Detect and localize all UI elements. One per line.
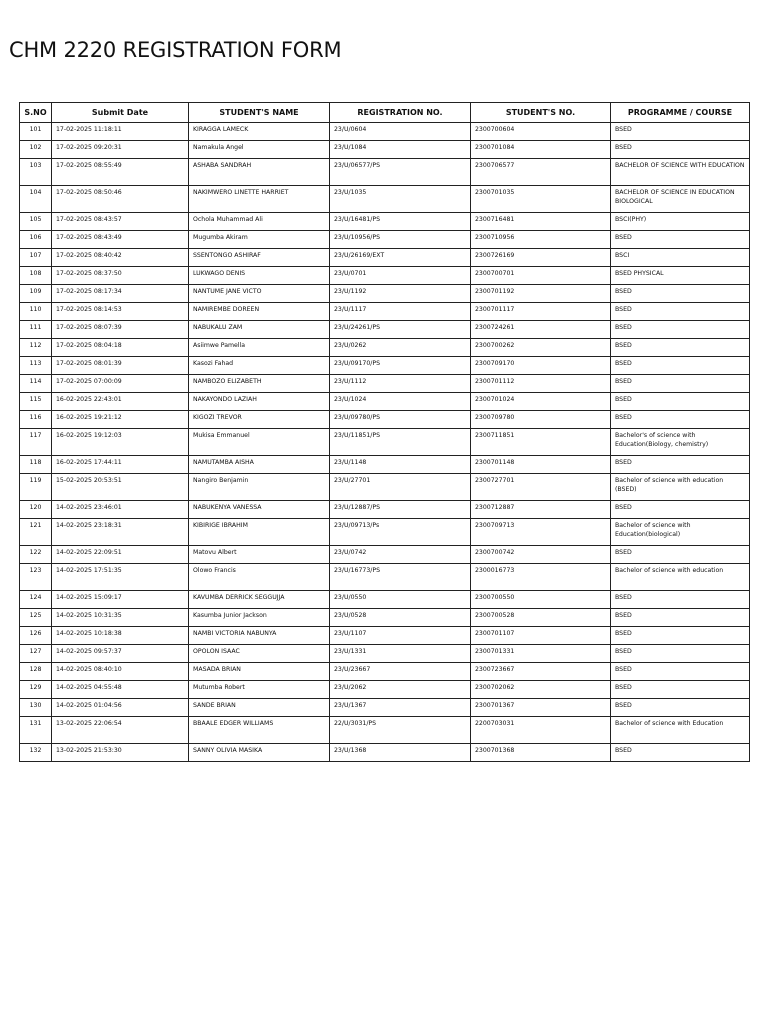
cell-registration-no: 23/U/12887/PS <box>330 501 471 519</box>
cell-student-no: 2300702062 <box>471 681 611 699</box>
table-row <box>20 645 750 663</box>
table-row <box>20 474 750 501</box>
cell-registration-no: 23/U/24261/PS <box>330 321 471 339</box>
header-programme: PROGRAMME / COURSE <box>611 103 750 123</box>
cell-registration-no: 23/U/0701 <box>330 267 471 285</box>
cell-submit-date: 17-02-2025 08:14:53 <box>52 303 189 321</box>
cell-student-no: 2300716481 <box>471 213 611 231</box>
cell-registration-no: 23/U/1148 <box>330 456 471 474</box>
cell-registration-no: 23/U/09170/PS <box>330 357 471 375</box>
cell-sno: 122 <box>20 546 52 564</box>
cell-submit-date: 17-02-2025 08:01:39 <box>52 357 189 375</box>
cell-programme: BSED <box>611 339 750 357</box>
cell-student-name: Nangiro Benjamin <box>189 474 330 501</box>
cell-programme: BSCI <box>611 249 750 267</box>
table-row <box>20 186 750 213</box>
cell-student-no: 2300701035 <box>471 186 611 213</box>
cell-submit-date: 16-02-2025 22:43:01 <box>52 393 189 411</box>
cell-submit-date: 16-02-2025 19:12:03 <box>52 429 189 456</box>
cell-programme: BSED <box>611 303 750 321</box>
cell-student-name: Asiimwe Pamella <box>189 339 330 357</box>
header-row <box>20 103 750 123</box>
cell-submit-date: 14-02-2025 01:04:56 <box>52 699 189 717</box>
cell-submit-date: 17-02-2025 09:20:31 <box>52 141 189 159</box>
cell-submit-date: 14-02-2025 23:18:31 <box>52 519 189 546</box>
cell-student-name: KIBIRIGE IBRAHIM <box>189 519 330 546</box>
table-row <box>20 609 750 627</box>
cell-submit-date: 14-02-2025 22:09:51 <box>52 546 189 564</box>
cell-submit-date: 13-02-2025 22:06:54 <box>52 717 189 744</box>
cell-student-no: 2300712887 <box>471 501 611 519</box>
cell-student-no: 2300710956 <box>471 231 611 249</box>
cell-registration-no: 23/U/23667 <box>330 663 471 681</box>
table-row <box>20 564 750 591</box>
table-row <box>20 744 750 762</box>
cell-student-no: 2300709713 <box>471 519 611 546</box>
cell-sno: 105 <box>20 213 52 231</box>
page-title: CHM 2220 REGISTRATION FORM <box>9 38 342 62</box>
cell-sno: 119 <box>20 474 52 501</box>
cell-student-no: 2200703031 <box>471 717 611 744</box>
cell-student-no: 2300700262 <box>471 339 611 357</box>
cell-student-no: 2300701112 <box>471 375 611 393</box>
cell-programme: BSED <box>611 456 750 474</box>
table-row <box>20 141 750 159</box>
cell-registration-no: 23/U/09780/PS <box>330 411 471 429</box>
cell-submit-date: 16-02-2025 19:21:12 <box>52 411 189 429</box>
cell-student-no: 2300700528 <box>471 609 611 627</box>
cell-submit-date: 14-02-2025 15:09:17 <box>52 591 189 609</box>
cell-student-name: BBAALE EDGER WILLIAMS <box>189 717 330 744</box>
cell-student-name: NAMIREMBE DOREEN <box>189 303 330 321</box>
cell-submit-date: 13-02-2025 21:53:30 <box>52 744 189 762</box>
cell-registration-no: 23/U/10956/PS <box>330 231 471 249</box>
cell-programme: BSED <box>611 645 750 663</box>
cell-registration-no: 23/U/16481/PS <box>330 213 471 231</box>
cell-submit-date: 17-02-2025 08:37:50 <box>52 267 189 285</box>
cell-sno: 102 <box>20 141 52 159</box>
cell-registration-no: 23/U/06577/PS <box>330 159 471 186</box>
cell-registration-no: 23/U/0742 <box>330 546 471 564</box>
cell-programme: BSED <box>611 411 750 429</box>
table-row <box>20 411 750 429</box>
cell-registration-no: 23/U/26169/EXT <box>330 249 471 267</box>
cell-student-name: NAMBI VICTORIA NABUNYA <box>189 627 330 645</box>
cell-registration-no: 23/U/1192 <box>330 285 471 303</box>
cell-student-name: KAVUMBA DERRICK SEGGUJJA <box>189 591 330 609</box>
table-row <box>20 321 750 339</box>
cell-student-no: 2300701107 <box>471 627 611 645</box>
cell-programme: Bachelor of science with Education(biological) <box>611 519 750 546</box>
cell-sno: 114 <box>20 375 52 393</box>
table-row <box>20 357 750 375</box>
table-row <box>20 429 750 456</box>
cell-sno: 130 <box>20 699 52 717</box>
cell-student-no: 2300711851 <box>471 429 611 456</box>
table-row <box>20 699 750 717</box>
cell-programme: Bachelor's of science with Education(Biology, chemistry) <box>611 429 750 456</box>
cell-student-name: KIRAGGA LAMECK <box>189 123 330 141</box>
cell-submit-date: 14-02-2025 17:51:35 <box>52 564 189 591</box>
cell-sno: 115 <box>20 393 52 411</box>
cell-sno: 129 <box>20 681 52 699</box>
cell-student-name: Kasozi Fahad <box>189 357 330 375</box>
cell-submit-date: 17-02-2025 07:00:09 <box>52 375 189 393</box>
cell-programme: BSED <box>611 663 750 681</box>
cell-student-name: NAMUTAMBA AISHA <box>189 456 330 474</box>
cell-submit-date: 17-02-2025 08:43:57 <box>52 213 189 231</box>
cell-submit-date: 14-02-2025 09:57:37 <box>52 645 189 663</box>
cell-registration-no: 23/U/1035 <box>330 186 471 213</box>
cell-sno: 117 <box>20 429 52 456</box>
cell-programme: BSED <box>611 501 750 519</box>
cell-programme: BSED <box>611 681 750 699</box>
table-row <box>20 546 750 564</box>
cell-student-name: SANNY OLIVIA MASIKA <box>189 744 330 762</box>
cell-student-name: NABUKALU ZAM <box>189 321 330 339</box>
header-registration-no: REGISTRATION NO. <box>330 103 471 123</box>
cell-submit-date: 14-02-2025 08:40:10 <box>52 663 189 681</box>
cell-student-no: 2300701148 <box>471 456 611 474</box>
table-row <box>20 123 750 141</box>
header-student-name: STUDENT'S NAME <box>189 103 330 123</box>
cell-registration-no: 23/U/1112 <box>330 375 471 393</box>
cell-submit-date: 14-02-2025 10:31:35 <box>52 609 189 627</box>
cell-student-name: Olowo Francis <box>189 564 330 591</box>
cell-sno: 126 <box>20 627 52 645</box>
cell-programme: Bachelor of science with education (BSED) <box>611 474 750 501</box>
cell-programme: BSED <box>611 609 750 627</box>
cell-student-name: NAKIMWERO LINETTE HARRIET <box>189 186 330 213</box>
cell-student-no: 2300701331 <box>471 645 611 663</box>
cell-student-no: 2300701368 <box>471 744 611 762</box>
cell-student-name: NAKAYONDO LAZIAH <box>189 393 330 411</box>
table-row <box>20 519 750 546</box>
cell-sno: 113 <box>20 357 52 375</box>
cell-student-no: 2300700604 <box>471 123 611 141</box>
cell-programme: BSED <box>611 321 750 339</box>
cell-registration-no: 23/U/0528 <box>330 609 471 627</box>
cell-registration-no: 23/U/11851/PS <box>330 429 471 456</box>
cell-student-name: LUKWAGO DENIS <box>189 267 330 285</box>
cell-sno: 124 <box>20 591 52 609</box>
table-row <box>20 267 750 285</box>
cell-programme: BSED <box>611 744 750 762</box>
cell-student-no: 2300727701 <box>471 474 611 501</box>
table-row <box>20 213 750 231</box>
cell-sno: 104 <box>20 186 52 213</box>
cell-student-no: 2300701367 <box>471 699 611 717</box>
cell-student-name: Mugumba Akiram <box>189 231 330 249</box>
cell-student-no: 2300700550 <box>471 591 611 609</box>
cell-registration-no: 23/U/0550 <box>330 591 471 609</box>
table-row <box>20 249 750 267</box>
cell-sno: 123 <box>20 564 52 591</box>
table-row <box>20 339 750 357</box>
cell-registration-no: 23/U/2062 <box>330 681 471 699</box>
cell-student-no: 2300726169 <box>471 249 611 267</box>
cell-student-no: 2300724261 <box>471 321 611 339</box>
cell-sno: 121 <box>20 519 52 546</box>
cell-student-name: Kasumba Junior Jackson <box>189 609 330 627</box>
header-sno: S.NO <box>20 103 52 123</box>
cell-programme: BSED <box>611 123 750 141</box>
cell-registration-no: 23/U/09713/Ps <box>330 519 471 546</box>
cell-submit-date: 17-02-2025 08:07:39 <box>52 321 189 339</box>
table-row <box>20 717 750 744</box>
cell-student-name: NABUKENYA VANESSA <box>189 501 330 519</box>
cell-submit-date: 15-02-2025 20:53:51 <box>52 474 189 501</box>
table-row <box>20 375 750 393</box>
cell-student-name: NAMBOZO ELIZABETH <box>189 375 330 393</box>
cell-registration-no: 23/U/1331 <box>330 645 471 663</box>
cell-programme: BSED <box>611 393 750 411</box>
cell-student-name: Ochola Muhammad Ali <box>189 213 330 231</box>
table-body <box>20 123 750 762</box>
cell-student-no: 2300700701 <box>471 267 611 285</box>
cell-registration-no: 23/U/16773/PS <box>330 564 471 591</box>
table-row <box>20 393 750 411</box>
cell-sno: 120 <box>20 501 52 519</box>
cell-registration-no: 22/U/3031/PS <box>330 717 471 744</box>
header-submit-date: Submit Date <box>52 103 189 123</box>
cell-programme: Bachelor of science with education <box>611 564 750 591</box>
cell-sno: 101 <box>20 123 52 141</box>
table-row <box>20 285 750 303</box>
cell-student-no: 2300700742 <box>471 546 611 564</box>
cell-registration-no: 23/U/0604 <box>330 123 471 141</box>
cell-registration-no: 23/U/1117 <box>330 303 471 321</box>
cell-sno: 110 <box>20 303 52 321</box>
cell-programme: BACHELOR OF SCIENCE IN EDUCATION BIOLOGICAL <box>611 186 750 213</box>
cell-sno: 132 <box>20 744 52 762</box>
cell-sno: 108 <box>20 267 52 285</box>
cell-student-no: 2300701192 <box>471 285 611 303</box>
cell-student-name: OPOLON ISAAC <box>189 645 330 663</box>
cell-student-name: ASHABA SANDRAH <box>189 159 330 186</box>
cell-registration-no: 23/U/1084 <box>330 141 471 159</box>
cell-student-name: KIGOZI TREVOR <box>189 411 330 429</box>
cell-student-no: 2300701024 <box>471 393 611 411</box>
cell-sno: 107 <box>20 249 52 267</box>
cell-registration-no: 23/U/1367 <box>330 699 471 717</box>
cell-registration-no: 23/U/1024 <box>330 393 471 411</box>
cell-sno: 112 <box>20 339 52 357</box>
cell-programme: BSED <box>611 357 750 375</box>
cell-programme: BSED <box>611 546 750 564</box>
cell-programme: BSED <box>611 285 750 303</box>
cell-programme: BSED <box>611 375 750 393</box>
cell-submit-date: 17-02-2025 08:50:46 <box>52 186 189 213</box>
table-row <box>20 627 750 645</box>
cell-submit-date: 17-02-2025 08:40:42 <box>52 249 189 267</box>
cell-sno: 111 <box>20 321 52 339</box>
cell-student-no: 2300723667 <box>471 663 611 681</box>
cell-sno: 116 <box>20 411 52 429</box>
table-row <box>20 663 750 681</box>
cell-registration-no: 23/U/0262 <box>330 339 471 357</box>
cell-submit-date: 17-02-2025 08:43:49 <box>52 231 189 249</box>
cell-submit-date: 17-02-2025 08:55:49 <box>52 159 189 186</box>
cell-student-no: 2300701084 <box>471 141 611 159</box>
cell-programme: BSCI(PHY) <box>611 213 750 231</box>
cell-programme: BSED PHYSICAL <box>611 267 750 285</box>
cell-registration-no: 23/U/27701 <box>330 474 471 501</box>
cell-student-no: 2300706577 <box>471 159 611 186</box>
cell-student-name: SSENTONGO ASHIRAF <box>189 249 330 267</box>
table-row <box>20 681 750 699</box>
cell-student-no: 2300701117 <box>471 303 611 321</box>
cell-programme: BSED <box>611 627 750 645</box>
cell-student-name: Namakula Angel <box>189 141 330 159</box>
header-student-no: STUDENT'S NO. <box>471 103 611 123</box>
cell-student-name: SANDE BRIAN <box>189 699 330 717</box>
cell-student-name: Mukisa Emmanuel <box>189 429 330 456</box>
cell-sno: 127 <box>20 645 52 663</box>
cell-submit-date: 14-02-2025 23:46:01 <box>52 501 189 519</box>
table-row <box>20 159 750 186</box>
cell-sno: 118 <box>20 456 52 474</box>
cell-student-no: 2300709780 <box>471 411 611 429</box>
cell-programme: Bachelor of science with Education <box>611 717 750 744</box>
table-header <box>20 103 750 123</box>
cell-registration-no: 23/U/1107 <box>330 627 471 645</box>
cell-sno: 103 <box>20 159 52 186</box>
cell-student-name: MASADA BRIAN <box>189 663 330 681</box>
cell-sno: 106 <box>20 231 52 249</box>
cell-student-no: 2300709170 <box>471 357 611 375</box>
cell-submit-date: 14-02-2025 10:18:38 <box>52 627 189 645</box>
cell-programme: BSED <box>611 699 750 717</box>
table-row <box>20 591 750 609</box>
cell-sno: 131 <box>20 717 52 744</box>
cell-programme: BSED <box>611 591 750 609</box>
cell-student-name: Matovu Albert <box>189 546 330 564</box>
table-row <box>20 303 750 321</box>
cell-submit-date: 17-02-2025 08:04:18 <box>52 339 189 357</box>
cell-submit-date: 17-02-2025 11:18:11 <box>52 123 189 141</box>
cell-student-no: 2300016773 <box>471 564 611 591</box>
cell-student-name: NANTUME JANE VICTO <box>189 285 330 303</box>
table-row <box>20 456 750 474</box>
cell-submit-date: 17-02-2025 08:17:34 <box>52 285 189 303</box>
cell-sno: 128 <box>20 663 52 681</box>
cell-registration-no: 23/U/1368 <box>330 744 471 762</box>
cell-sno: 125 <box>20 609 52 627</box>
cell-programme: BSED <box>611 141 750 159</box>
cell-submit-date: 16-02-2025 17:44:11 <box>52 456 189 474</box>
cell-programme: BACHELOR OF SCIENCE WITH EDUCATION <box>611 159 750 186</box>
cell-sno: 109 <box>20 285 52 303</box>
table-row <box>20 501 750 519</box>
cell-student-name: Mutumba Robert <box>189 681 330 699</box>
table-row <box>20 231 750 249</box>
cell-programme: BSED <box>611 231 750 249</box>
cell-submit-date: 14-02-2025 04:55:48 <box>52 681 189 699</box>
registration-table <box>19 102 750 762</box>
